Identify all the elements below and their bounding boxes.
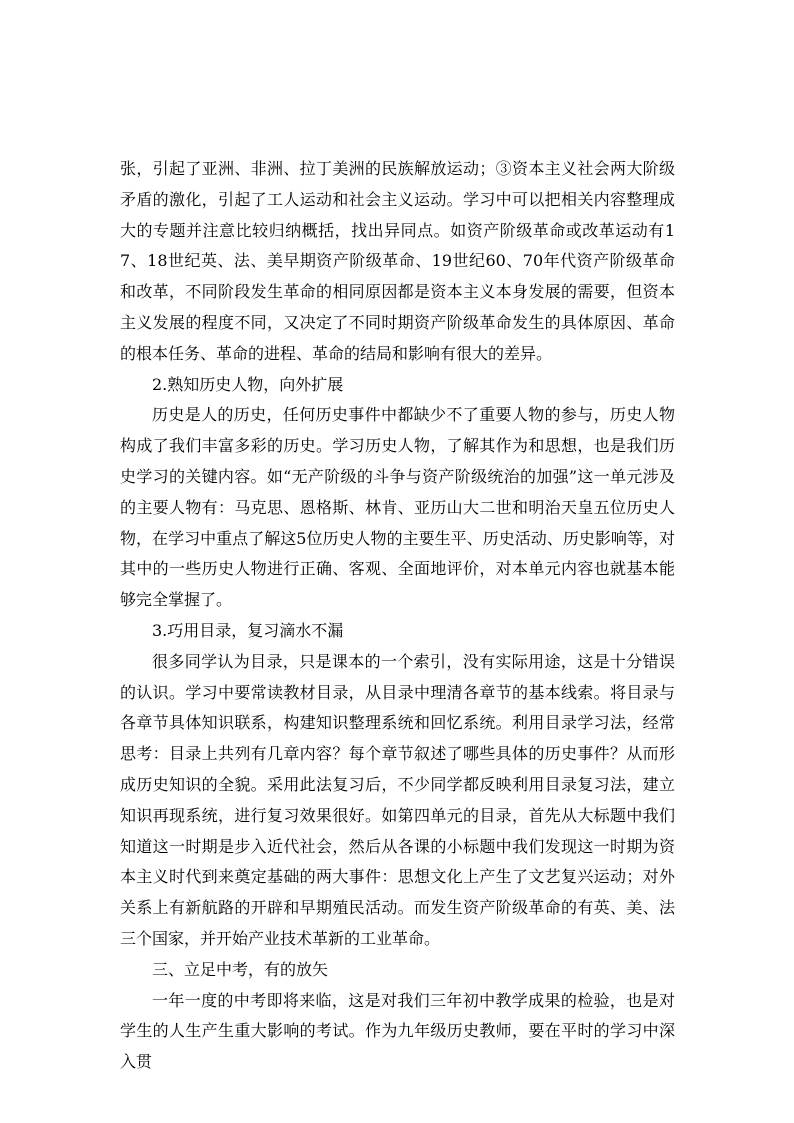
document-body xyxy=(120,154,675,1078)
section-heading-historical-figures: 2.熟知历史人物，向外扩展 xyxy=(152,374,344,394)
body-paragraph-table-of-contents: 很多同学认为目录，只是课本的一个索引，没有实际用途，这是十分错误的认识。学习中要常读教材目录，从目录中理清各章节的基本线索。将目录与各章节具体知识联系，构建知识整理系统和回忆系统。利用目录学习法，经常思考：目录上共列有几章内容？每个章节叙述了哪些具体的历史事件？从而形成历史知识的全貌。采用此法复习后，不少同学都反映利用目录复习法，建立知识再现系统，进行复习效果很好。如第四单元的目录，首先从大标题中我们知道这一时期是步入近代社会，然后从各课的小标题中我们发现这一时期为资本主义时代到来奠定基础的两大事件：思想文化上产生了文艺复兴运动；对外关系上有新航路的开辟和早期殖民活动。而发生资产阶级革命的有英、美、法三个国家，并开始产业技术革新的工业革命。 xyxy=(120,651,675,948)
section-heading-table-of-contents: 3.巧用目录，复习滴水不漏 xyxy=(152,620,344,640)
body-paragraph-exam-focus: 一年一度的中考即将来临，这是对我们三年初中教学成果的检验，也是对学生的人生产生重大影响的考试。作为九年级历史教师，要在平时的学习中深入贯 xyxy=(120,990,675,1072)
body-paragraph-continued: 张，引起了亚洲、非洲、拉丁美洲的民族解放运动；③资本主义社会两大阶级矛盾的激化，引起了工人运动和社会主义运动。学习中可以把相关内容整理成大的专题并注意比较归纳概括，找出异同点。如资产阶级革命或改革运动有17、18世纪英、法、美早期资产阶级革命、19世纪60、70年代资产阶级革命和改革，不同阶段发生革命的相同原因都是资本主义本身发展的需要，但资本主义发展的程度不同，又决定了不同时期资产阶级革命发生的具体原因、革命的根本任务、革命的进程、革命的结局和影响有很大的差异。 xyxy=(120,159,675,363)
body-paragraph-historical-figures: 历史是人的历史，任何历史事件中都缺少不了重要人物的参与，历史人物构成了我们丰富多彩的历史。学习历史人物，了解其作为和思想，也是我们历史学习的关键内容。如“无产阶级的斗争与资产阶级统治的加强”这一单元涉及的主要人物有：马克思、恩格斯、林肯、亚历山大二世和明治天皇五位历史人物，在学习中重点了解这5位历史人物的主要生平、历史活动、历史影响等，对其中的一些历史人物进行正确、客观、全面地评价，对本单元内容也就基本能够完全掌握了。 xyxy=(120,405,675,610)
section-heading-exam-focus: 三、立足中考，有的放矢 xyxy=(152,959,329,979)
